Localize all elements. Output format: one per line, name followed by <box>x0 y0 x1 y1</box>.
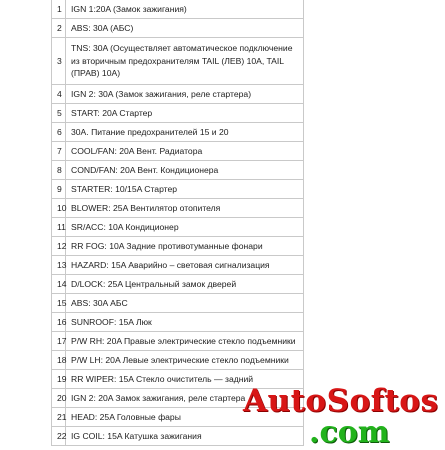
fuse-description: P/W LH: 20A Левые электрические стекло подъемники <box>66 351 304 370</box>
fuse-description: IGN 2: 20A Замок зажигания, реле стартера <box>66 389 304 408</box>
table-row <box>52 123 304 142</box>
fuse-number: 1 <box>52 0 66 19</box>
fuse-description: ABS: 30A (АБС) <box>66 19 304 38</box>
fuse-table <box>51 0 304 446</box>
table-row <box>52 427 304 446</box>
fuse-description: SR/ACC: 10A Кондиционер <box>66 218 304 237</box>
fuse-number: 3 <box>52 38 66 85</box>
fuse-description: HEAD: 25A Головные фары <box>66 408 304 427</box>
fuse-number: 19 <box>52 370 66 389</box>
fuse-description: START: 20A Стартер <box>66 104 304 123</box>
fuse-description: SUNROOF: 15A Люк <box>66 313 304 332</box>
table-row <box>52 218 304 237</box>
fuse-description: STARTER: 10/15A Стартер <box>66 180 304 199</box>
fuse-number: 17 <box>52 332 66 351</box>
fuse-number: 12 <box>52 237 66 256</box>
fuse-number: 9 <box>52 180 66 199</box>
fuse-description: COND/FAN: 20A Вент. Кондиционера <box>66 161 304 180</box>
table-row <box>52 313 304 332</box>
fuse-description: IGN 2: 30A (Замок зажигания, реле стартера) <box>66 85 304 104</box>
fuse-description: TNS: 30A (Осуществляет автоматическое подключение из вторичным предохранителям TAIL (ЛЕВ) 10A, TAIL (ПРАВ) 10A) <box>66 38 304 85</box>
fuse-number: 10 <box>52 199 66 218</box>
table-row <box>52 351 304 370</box>
watermark-line1: AutoSoftos <box>243 383 439 419</box>
fuse-number: 4 <box>52 85 66 104</box>
fuse-number: 22 <box>52 427 66 446</box>
table-row <box>52 104 304 123</box>
table-row <box>52 85 304 104</box>
fuse-description: D/LOCK: 25A Центральный замок дверей <box>66 275 304 294</box>
fuse-description: HAZARD: 15A Аварийно – световая сигнализация <box>66 256 304 275</box>
watermark-line2: .com <box>309 415 390 450</box>
table-row <box>52 389 304 408</box>
fuse-number: 5 <box>52 104 66 123</box>
table-row <box>52 275 304 294</box>
fuse-description: RR WIPER: 15A Стекло очиститель — задний <box>66 370 304 389</box>
fuse-table-body <box>52 0 304 446</box>
table-row <box>52 294 304 313</box>
fuse-description: 30A. Питание предохранителей 15 и 20 <box>66 123 304 142</box>
fuse-number: 11 <box>52 218 66 237</box>
fuse-number: 18 <box>52 351 66 370</box>
fuse-number: 16 <box>52 313 66 332</box>
fuse-number: 6 <box>52 123 66 142</box>
table-row <box>52 332 304 351</box>
fuse-number: 15 <box>52 294 66 313</box>
table-row <box>52 180 304 199</box>
fuse-description: IGN 1:20A (Замок зажигания) <box>66 0 304 19</box>
fuse-number: 14 <box>52 275 66 294</box>
table-row <box>52 161 304 180</box>
table-row <box>52 237 304 256</box>
table-row <box>52 370 304 389</box>
fuse-description: COOL/FAN: 20A Вент. Радиатора <box>66 142 304 161</box>
fuse-description: IG COIL: 15A Катушка зажигания <box>66 427 304 446</box>
table-row <box>52 19 304 38</box>
fuse-number: 2 <box>52 19 66 38</box>
fuse-number: 20 <box>52 389 66 408</box>
fuse-number: 7 <box>52 142 66 161</box>
fuse-description: BLOWER: 25A Вентилятор отопителя <box>66 199 304 218</box>
fuse-number: 21 <box>52 408 66 427</box>
table-row <box>52 199 304 218</box>
fuse-number: 13 <box>52 256 66 275</box>
fuse-number: 8 <box>52 161 66 180</box>
table-row <box>52 38 304 85</box>
table-row <box>52 256 304 275</box>
fuse-description: RR FOG: 10A Задние противотуманные фонари <box>66 237 304 256</box>
table-row <box>52 142 304 161</box>
table-row <box>52 0 304 19</box>
fuse-description: P/W RH: 20A Правые электрические стекло подъемники <box>66 332 304 351</box>
fuse-description: ABS: 30A АБС <box>66 294 304 313</box>
table-row <box>52 408 304 427</box>
